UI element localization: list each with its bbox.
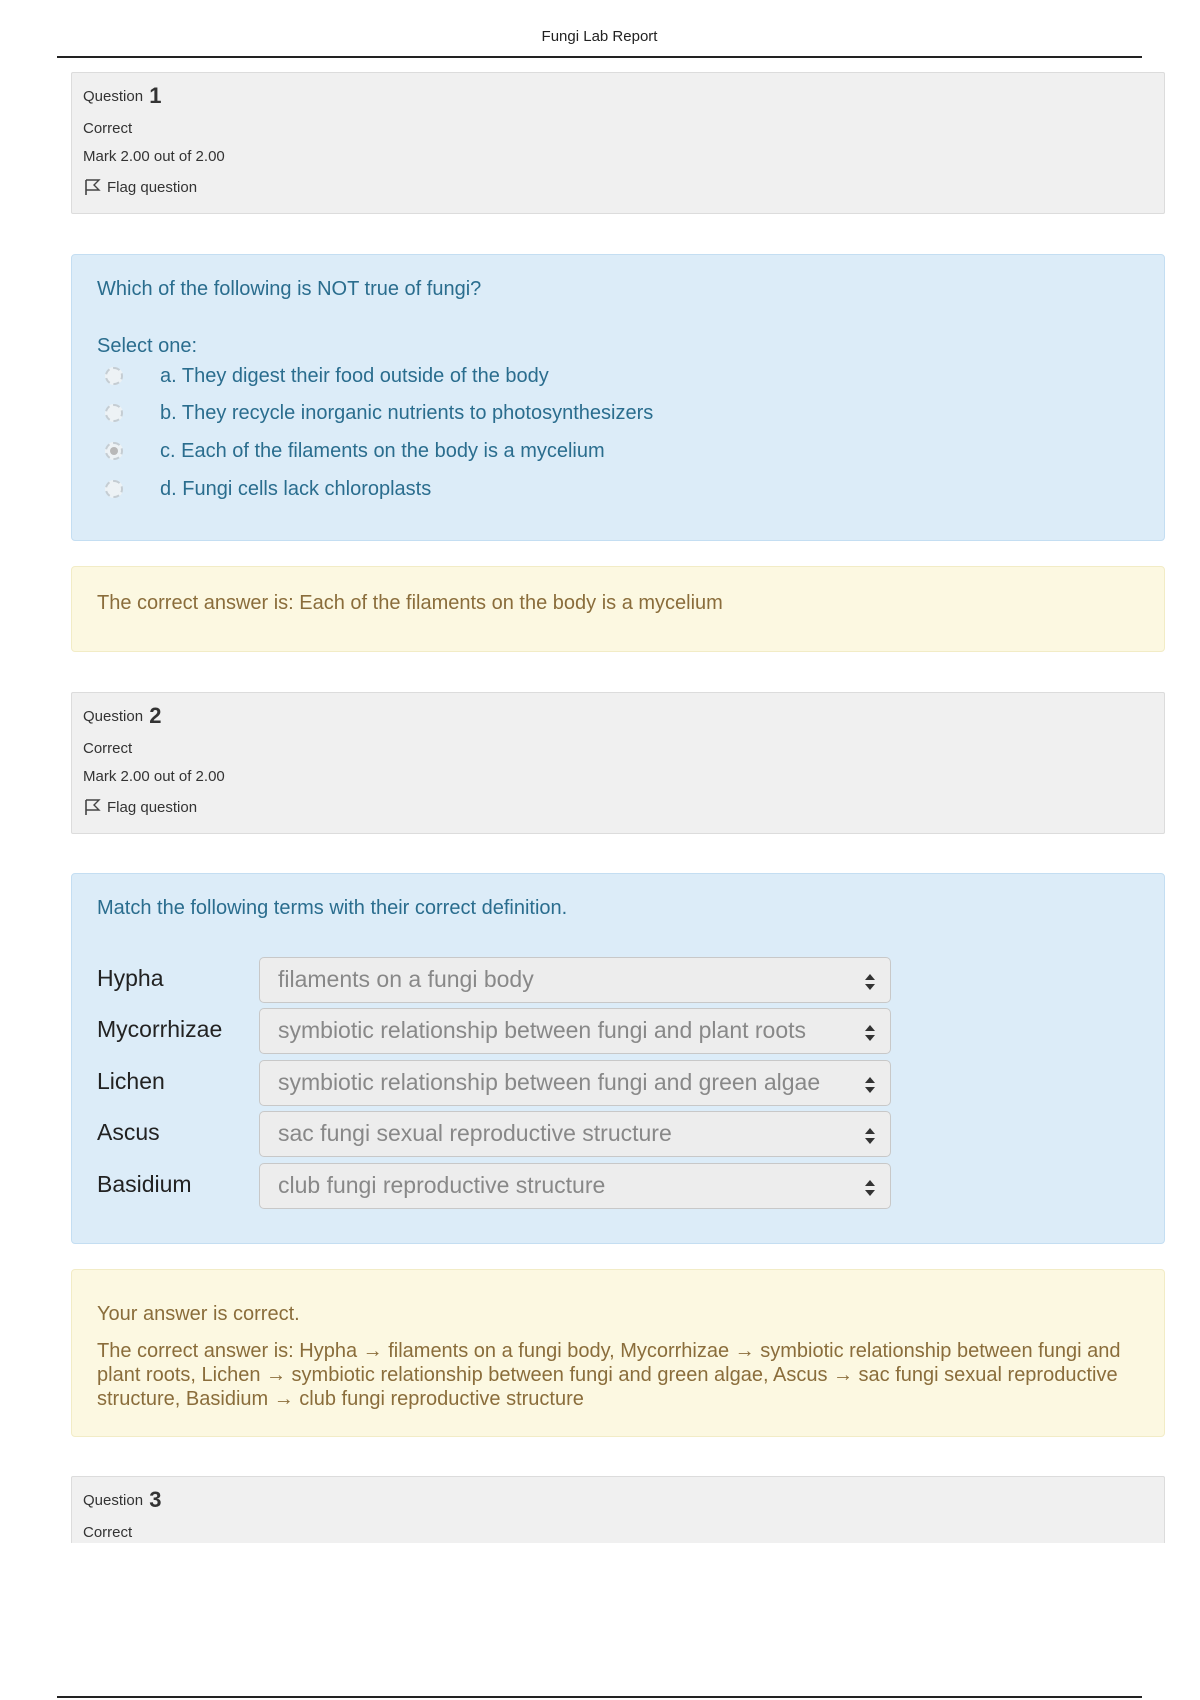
option-label: b. They recycle inorganic nutrients to photosynthesizers (160, 401, 654, 424)
correct-answer-text: The correct answer is: Each of the filaments on the body is a mycelium (97, 592, 723, 614)
option-label: d. Fungi cells lack chloroplasts (160, 477, 432, 500)
match-select-ascus[interactable] (259, 1111, 891, 1157)
flag-icon (83, 798, 101, 816)
question-state: Correct (83, 740, 133, 757)
match-select-basidium[interactable] (259, 1163, 891, 1209)
answer-option-c[interactable] (105, 437, 605, 465)
match-row-ascus (97, 1111, 1097, 1157)
match-term: Lichen (97, 1068, 165, 1094)
select-arrows-icon (864, 1022, 876, 1049)
select-value: filaments on a fungi body (278, 966, 534, 992)
question-1-info (71, 72, 1165, 214)
question-mark: Mark 2.00 out of 2.00 (83, 768, 225, 785)
question-1-formulation (71, 254, 1165, 541)
select-value: symbiotic relationship between fungi and green algae (278, 1069, 821, 1095)
match-select-lichen[interactable] (259, 1060, 891, 1106)
flag-question-button[interactable] (83, 798, 1153, 816)
answer-option-b[interactable] (105, 399, 653, 427)
flag-question-label: Flag question (107, 178, 198, 196)
option-label: c. Each of the filaments on the body is a mycelium (160, 439, 605, 462)
flag-question-label: Flag question (107, 798, 198, 816)
select-arrows-icon (864, 971, 876, 998)
match-term: Mycorrhizae (97, 1016, 223, 1042)
match-row-mycorrhizae (97, 1008, 1097, 1054)
select-arrows-icon (864, 1125, 876, 1152)
question-2-formulation (71, 873, 1165, 1244)
question-3-info (71, 1476, 1165, 1543)
question-number: Question 2 (83, 703, 162, 728)
radio-option-d[interactable] (105, 480, 123, 498)
select-arrows-icon (864, 1074, 876, 1101)
question-number: Question 3 (83, 1487, 162, 1512)
select-one-prompt: Select one: (97, 335, 198, 357)
match-term: Basidium (97, 1171, 192, 1197)
question-2-feedback (71, 1269, 1165, 1437)
match-row-lichen (97, 1060, 1097, 1106)
answer-status-text: Your answer is correct. (97, 1303, 300, 1325)
radio-option-b[interactable] (105, 404, 123, 422)
question-number: Question 1 (83, 83, 162, 108)
page-footer-rule (57, 1696, 1142, 1698)
flag-icon (83, 178, 101, 196)
question-mark: Mark 2.00 out of 2.00 (83, 148, 225, 165)
select-value: symbiotic relationship between fungi and plant roots (278, 1017, 807, 1043)
question-state: Correct (83, 1524, 133, 1541)
match-select-hypha[interactable] (259, 957, 891, 1003)
match-select-mycorrhizae[interactable] (259, 1008, 891, 1054)
question-text: Which of the following is NOT true of fungi? (97, 278, 482, 300)
radio-option-c[interactable] (105, 442, 123, 460)
question-text: Match the following terms with their correct definition. (97, 897, 568, 919)
match-term: Ascus (97, 1119, 160, 1145)
flag-question-button[interactable] (83, 178, 1153, 196)
select-arrows-icon (864, 1177, 876, 1204)
select-value: sac fungi sexual reproductive structure (278, 1120, 672, 1146)
radio-option-a[interactable] (105, 367, 123, 385)
answer-option-a[interactable] (105, 362, 549, 390)
match-row-basidium (97, 1163, 1097, 1209)
answer-option-d[interactable] (105, 475, 431, 503)
question-1-feedback (71, 566, 1165, 652)
question-2-info (71, 692, 1165, 834)
option-label: a. They digest their food outside of the body (160, 364, 549, 387)
page-title: Fungi Lab Report (541, 28, 658, 45)
correct-answer-text: The correct answer is: Hypha → filaments on a fungi body, Mycorrhizae → symbiotic relationship between fungi and plant roots, Lichen → symbiotic relationship between fungi and green algae, Ascus → sac fungi sexual reproductive structure, Basidium → club fungi reproductive structure (97, 1340, 1121, 1410)
select-value: club fungi reproductive structure (278, 1172, 606, 1198)
page-header (57, 28, 1142, 58)
question-state: Correct (83, 120, 133, 137)
match-term: Hypha (97, 965, 164, 991)
match-row-hypha (97, 957, 1097, 1003)
